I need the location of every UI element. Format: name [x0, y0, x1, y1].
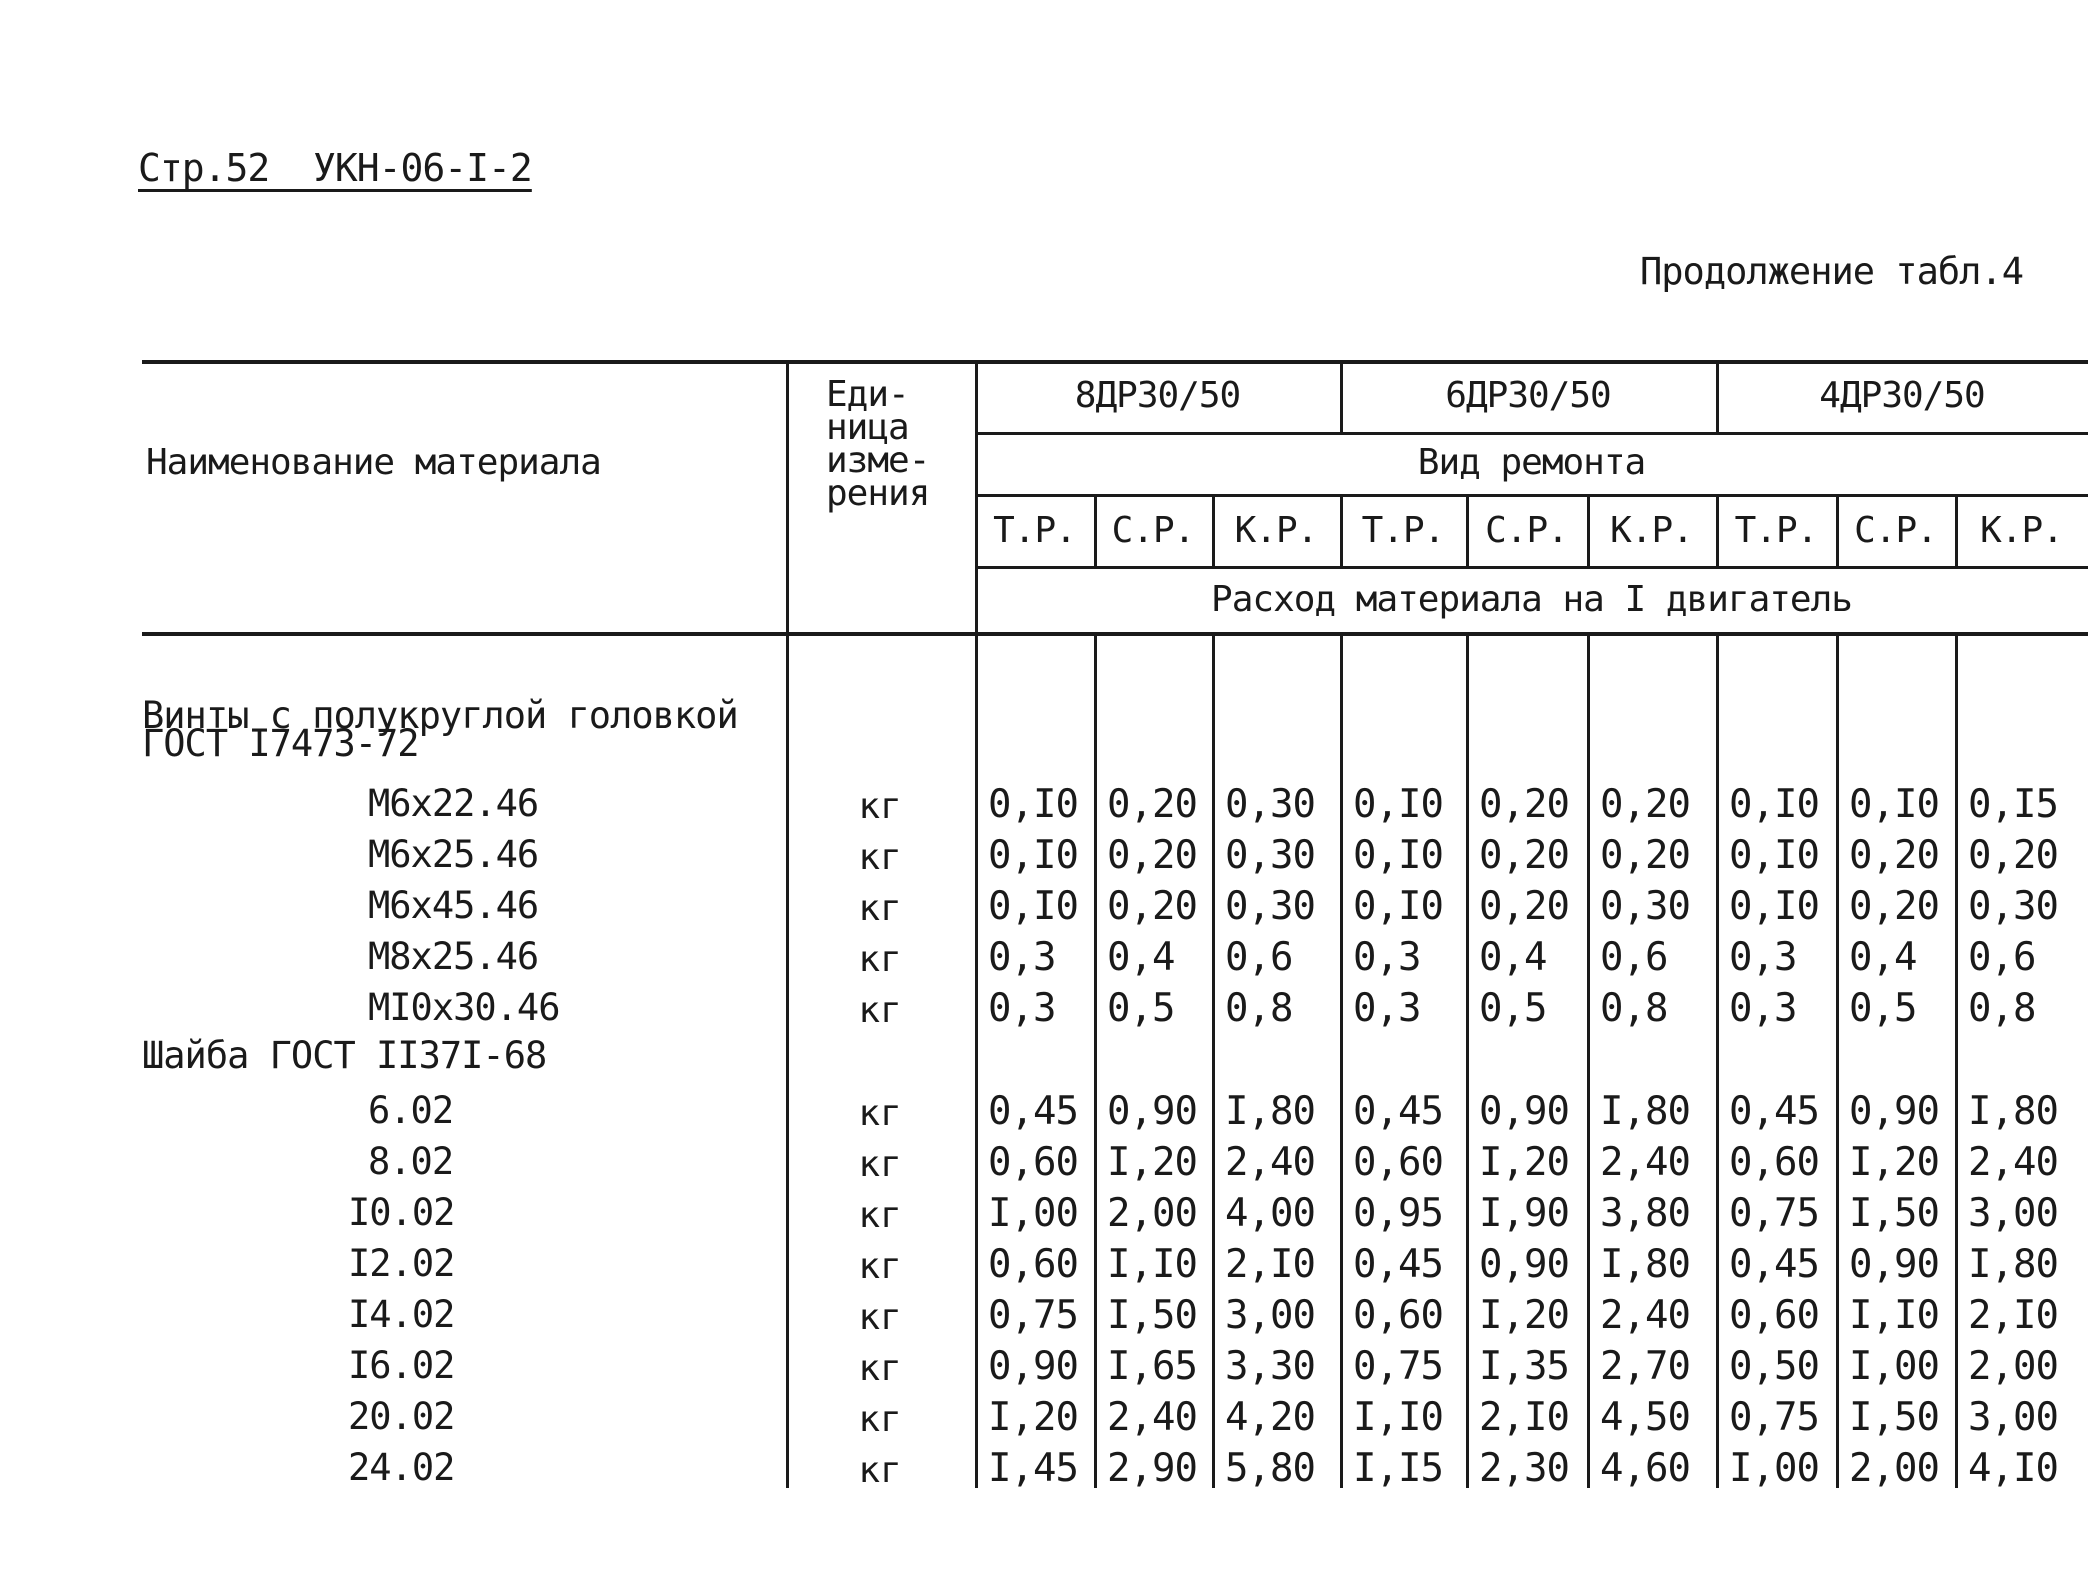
- row-value: 0,20: [1479, 782, 1569, 827]
- row-value: 2,00: [1107, 1191, 1197, 1236]
- repair-column-header: Т.Р.: [1361, 510, 1445, 551]
- row-value: 0,45: [988, 1089, 1078, 1134]
- row-value: 2,I0: [1968, 1293, 2058, 1338]
- row-value: 0,4: [1479, 935, 1547, 980]
- row-name: I2.02: [348, 1242, 455, 1285]
- row-value: 0,75: [1729, 1191, 1819, 1236]
- row-value: 0,3: [1353, 935, 1421, 980]
- row-value: 0,I0: [1729, 884, 1819, 929]
- row-value: 0,I0: [988, 782, 1078, 827]
- row-value: I,50: [1107, 1293, 1197, 1338]
- row-unit: кг: [858, 786, 902, 827]
- row-value: 2,40: [1968, 1140, 2058, 1185]
- row-value: 0,90: [1107, 1089, 1197, 1134]
- row-value: 0,20: [1849, 884, 1939, 929]
- row-value: I,80: [1600, 1242, 1690, 1287]
- row-value: 0,4: [1107, 935, 1175, 980]
- row-value: 4,00: [1225, 1191, 1315, 1236]
- row-value: 0,8: [1600, 986, 1668, 1031]
- row-value: 0,3: [1729, 935, 1797, 980]
- row-value: I,I5: [1353, 1446, 1443, 1491]
- row-value: I,20: [1849, 1140, 1939, 1185]
- row-value: 0,95: [1353, 1191, 1443, 1236]
- row-value: 0,30: [1225, 833, 1315, 878]
- row-value: I,90: [1479, 1191, 1569, 1236]
- material-column-header: Наименование материала: [146, 442, 601, 483]
- unit-column-header: Еди- ница изме- рения: [826, 374, 930, 514]
- repair-column-header: С.Р.: [1854, 510, 1937, 551]
- repair-cols-rule: [975, 566, 2088, 569]
- row-value: 0,30: [1600, 884, 1690, 929]
- repair-column-header: Т.Р.: [1734, 510, 1818, 551]
- row-value: 0,90: [1479, 1242, 1569, 1287]
- row-value: I,00: [1849, 1344, 1939, 1389]
- row-value: 4,50: [1600, 1395, 1690, 1440]
- row-value: 0,I0: [1849, 782, 1939, 827]
- row-value: 3,00: [1225, 1293, 1315, 1338]
- row-value: 4,20: [1225, 1395, 1315, 1440]
- row-value: 2,40: [1600, 1293, 1690, 1338]
- repair-column-header: Т.Р.: [993, 510, 1076, 551]
- row-value: 0,90: [1479, 1089, 1569, 1134]
- row-name: МI0x30.46: [368, 986, 560, 1029]
- row-value: 0,45: [1353, 1089, 1443, 1134]
- repair-column-header: К.Р.: [1234, 510, 1318, 551]
- row-value: 4,60: [1600, 1446, 1690, 1491]
- row-value: 0,I0: [988, 884, 1078, 929]
- row-value: I,20: [1479, 1140, 1569, 1185]
- row-value: 0,I0: [1353, 884, 1443, 929]
- row-unit: кг: [858, 1450, 902, 1491]
- row-value: 0,I5: [1968, 782, 2058, 827]
- row-value: 2,00: [1968, 1344, 2058, 1389]
- unit-column-rule: [786, 360, 789, 1488]
- row-unit: кг: [858, 1195, 902, 1236]
- row-name: М8x25.46: [368, 935, 539, 978]
- row-value: 3,00: [1968, 1191, 2058, 1236]
- row-unit: кг: [858, 1399, 902, 1440]
- row-value: 0,4: [1849, 935, 1917, 980]
- row-value: 0,45: [1353, 1242, 1443, 1287]
- engine-header: 4ДР30/50: [1819, 375, 1985, 416]
- engine-header: 6ДР30/50: [1445, 375, 1611, 416]
- row-value: 0,8: [1225, 986, 1293, 1031]
- row-value: 0,60: [988, 1242, 1078, 1287]
- row-value: 0,45: [1729, 1089, 1819, 1134]
- row-name: I4.02: [348, 1293, 455, 1336]
- row-value: I,45: [988, 1446, 1078, 1491]
- row-unit: кг: [858, 1144, 902, 1185]
- row-value: 0,90: [1849, 1089, 1939, 1134]
- repair-type-rule: [975, 494, 2088, 497]
- row-unit: кг: [858, 837, 902, 878]
- row-value: 0,I0: [988, 833, 1078, 878]
- row-value: 0,8: [1968, 986, 2036, 1031]
- row-value: 0,30: [1225, 782, 1315, 827]
- row-value: 0,90: [988, 1344, 1078, 1389]
- row-value: 0,3: [1353, 986, 1421, 1031]
- row-unit: кг: [858, 1348, 902, 1389]
- row-value: 4,I0: [1968, 1446, 2058, 1491]
- row-value: I,50: [1849, 1191, 1939, 1236]
- row-value: 3,30: [1225, 1344, 1315, 1389]
- row-value: 2,30: [1479, 1446, 1569, 1491]
- row-value: 0,20: [1107, 782, 1197, 827]
- row-value: 0,75: [1353, 1344, 1443, 1389]
- row-value: 0,45: [1729, 1242, 1819, 1287]
- row-value: 0,20: [1968, 833, 2058, 878]
- row-name: 6.02: [368, 1089, 454, 1132]
- repair-column-header: С.Р.: [1111, 510, 1195, 551]
- row-value: I,20: [1107, 1140, 1197, 1185]
- row-name: 24.02: [348, 1446, 455, 1489]
- row-value: I,I0: [1353, 1395, 1443, 1440]
- row-value: 0,20: [1107, 833, 1197, 878]
- consumption-header: Расход материала на I двигатель: [1211, 579, 1852, 620]
- row-name: М6x25.46: [368, 833, 539, 876]
- repair-column-header: С.Р.: [1485, 510, 1568, 551]
- row-value: 0,60: [1729, 1293, 1819, 1338]
- row-value: 0,20: [1479, 833, 1569, 878]
- row-value: 2,I0: [1225, 1242, 1315, 1287]
- row-value: 2,70: [1600, 1344, 1690, 1389]
- row-name: I0.02: [348, 1191, 455, 1234]
- row-name: М6x22.46: [368, 782, 539, 825]
- header-bottom-rule: [142, 632, 2088, 636]
- row-value: 0,I0: [1353, 833, 1443, 878]
- row-name: I6.02: [348, 1344, 455, 1387]
- row-unit: кг: [858, 1093, 902, 1134]
- row-value: 0,3: [988, 935, 1056, 980]
- row-value: I,20: [988, 1395, 1078, 1440]
- row-value: I,80: [1968, 1242, 2058, 1287]
- row-value: 0,3: [1729, 986, 1797, 1031]
- row-unit: кг: [858, 888, 902, 929]
- row-value: 0,6: [1600, 935, 1668, 980]
- row-value: 2,I0: [1479, 1395, 1569, 1440]
- row-value: 0,60: [1353, 1293, 1443, 1338]
- row-value: 0,75: [1729, 1395, 1819, 1440]
- row-name: 8.02: [368, 1140, 454, 1183]
- page-reference: Стр.52 УКН-06-I-2: [138, 146, 532, 190]
- group-title: Шайба ГОСТ II37I-68: [142, 1034, 547, 1077]
- row-value: 3,80: [1600, 1191, 1690, 1236]
- row-value: 0,60: [1353, 1140, 1443, 1185]
- row-name: М6x45.46: [368, 884, 539, 927]
- row-value: 2,40: [1225, 1140, 1315, 1185]
- row-unit: кг: [858, 1297, 902, 1338]
- row-value: I,80: [1600, 1089, 1690, 1134]
- row-value: 0,30: [1968, 884, 2058, 929]
- row-value: 2,40: [1107, 1395, 1197, 1440]
- row-unit: кг: [858, 990, 902, 1031]
- table-continuation-label: Продолжение табл.4: [1640, 250, 2023, 293]
- row-value: 0,6: [1968, 935, 2036, 980]
- engines-rule: [975, 432, 2088, 435]
- row-unit: кг: [858, 1246, 902, 1287]
- row-name: 20.02: [348, 1395, 455, 1438]
- row-value: 0,3: [988, 986, 1056, 1031]
- group-title: Винты с полукруглой головкой ГОСТ I7473-72: [142, 694, 738, 765]
- row-value: 0,I0: [1729, 833, 1819, 878]
- row-value: 0,30: [1225, 884, 1315, 929]
- row-value: 0,20: [1107, 884, 1197, 929]
- row-value: 0,75: [988, 1293, 1078, 1338]
- row-value: I,20: [1479, 1293, 1569, 1338]
- row-value: 2,90: [1107, 1446, 1197, 1491]
- row-value: I,00: [1729, 1446, 1819, 1491]
- row-value: 0,I0: [1729, 782, 1819, 827]
- row-value: 0,I0: [1353, 782, 1443, 827]
- row-value: 0,20: [1479, 884, 1569, 929]
- row-value: I,50: [1849, 1395, 1939, 1440]
- row-value: 0,5: [1107, 986, 1175, 1031]
- row-value: 0,5: [1479, 986, 1547, 1031]
- repair-column-header: К.Р.: [1980, 510, 2063, 551]
- row-value: I,00: [988, 1191, 1078, 1236]
- row-value: 2,00: [1849, 1446, 1939, 1491]
- row-value: I,I0: [1107, 1242, 1197, 1287]
- row-value: 0,90: [1849, 1242, 1939, 1287]
- repair-column-header: К.Р.: [1610, 510, 1693, 551]
- engine-header: 8ДР30/50: [1074, 375, 1241, 416]
- row-value: I,80: [1968, 1089, 2058, 1134]
- row-value: 0,6: [1225, 935, 1293, 980]
- row-unit: кг: [858, 939, 902, 980]
- row-value: 5,80: [1225, 1446, 1315, 1491]
- row-value: I,35: [1479, 1344, 1569, 1389]
- row-value: I,65: [1107, 1344, 1197, 1389]
- row-value: 0,5: [1849, 986, 1917, 1031]
- row-value: 0,20: [1600, 833, 1690, 878]
- row-value: 2,40: [1600, 1140, 1690, 1185]
- row-value: I,80: [1225, 1089, 1315, 1134]
- row-value: 0,20: [1849, 833, 1939, 878]
- row-value: 0,60: [988, 1140, 1078, 1185]
- row-value: 0,60: [1729, 1140, 1819, 1185]
- row-value: 0,20: [1600, 782, 1690, 827]
- table-top-rule: [142, 360, 2088, 364]
- row-value: 0,50: [1729, 1344, 1819, 1389]
- row-value: 3,00: [1968, 1395, 2058, 1440]
- row-value: I,I0: [1849, 1293, 1939, 1338]
- repair-type-header: Вид ремонта: [1417, 442, 1646, 483]
